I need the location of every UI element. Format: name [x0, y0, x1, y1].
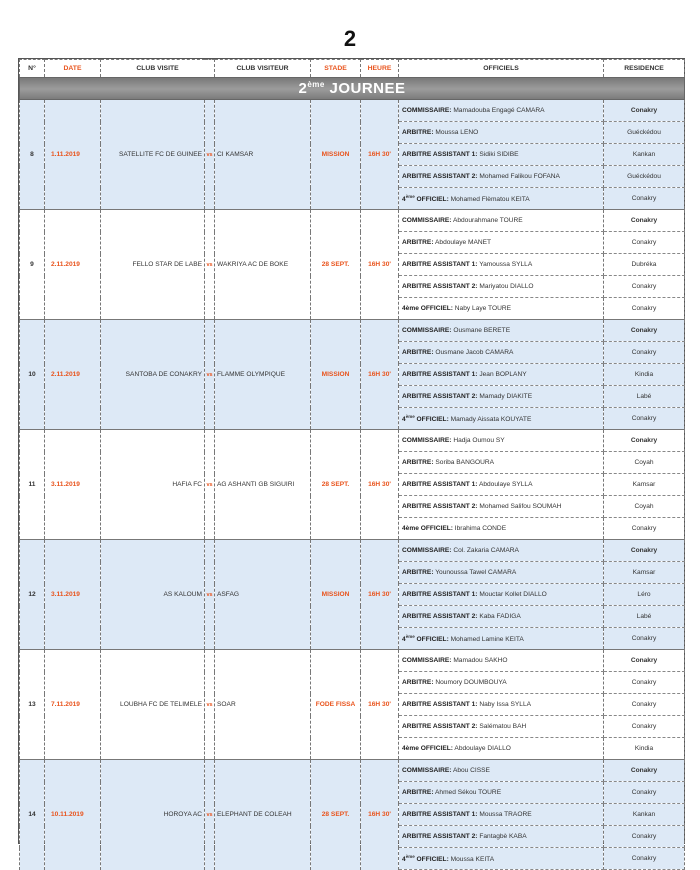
official-cell: [399, 276, 604, 298]
official-role: ARBITRE ASSISTANT 1:: [402, 811, 478, 818]
official-residence: Conakry: [604, 210, 685, 232]
official-cell: [399, 298, 604, 320]
home-club: HOROYA AC: [101, 760, 205, 870]
official-cell: [399, 738, 604, 760]
match-date: 2.11.2019: [45, 320, 101, 430]
official-role: ARBITRE ASSISTANT 2:: [402, 283, 478, 290]
official-residence: Kindia: [604, 738, 685, 760]
official-name: Kaba FADIGA: [479, 613, 521, 620]
official-row: [20, 540, 685, 562]
official-cell: [399, 100, 604, 122]
official-cell: [399, 320, 604, 342]
official-residence: Conakry: [604, 826, 685, 848]
official-cell: [399, 342, 604, 364]
official-residence: Conakry: [604, 298, 685, 320]
official-cell: [399, 716, 604, 738]
official-name: Mohamed Falikou FOFANA: [479, 173, 560, 180]
official-name: Salématou BAH: [479, 723, 527, 730]
official-name: Abdoulaye SYLLA: [478, 481, 533, 488]
official-role-number: 4: [402, 416, 406, 424]
away-club: SOAR: [215, 650, 311, 760]
official-cell: [399, 364, 604, 386]
official-role: ARBITRE ASSISTANT 1:: [402, 591, 478, 598]
match-date: 3.11.2019: [45, 430, 101, 540]
official-name: Moussa LENO: [435, 129, 479, 136]
official-role-suffix: ème: [405, 413, 415, 419]
official-role: OFFICIEL:: [416, 416, 449, 424]
match-date: 7.11.2019: [45, 650, 101, 760]
official-role: ARBITRE:: [402, 239, 434, 246]
match-number: 11: [20, 430, 45, 540]
journee-number: 2: [298, 80, 308, 97]
official-name: Ousmane BERETE: [453, 327, 511, 334]
official-cell: [399, 210, 604, 232]
official-role: ARBITRE ASSISTANT 1:: [402, 261, 478, 268]
official-name: Ousmane Jacob CAMARA: [435, 349, 514, 356]
official-role: ARBITRE:: [402, 789, 434, 796]
official-cell: [399, 474, 604, 496]
official-residence: Conakry: [604, 650, 685, 672]
stadium: MISSION: [311, 320, 361, 430]
official-role: 4ème OFFICIEL:: [402, 525, 453, 532]
kickoff-time: 16H 30': [361, 430, 399, 540]
official-name: Ibrahima CONDE: [454, 525, 507, 532]
match-number: 8: [20, 100, 45, 210]
kickoff-time: 16H 30': [361, 760, 399, 870]
away-club: ASFAG: [215, 540, 311, 650]
official-cell: [399, 518, 604, 540]
official-name: Ahmed Sékou TOURE: [435, 789, 502, 796]
official-cell: [399, 232, 604, 254]
official-cell: [399, 650, 604, 672]
official-role: COMMISSAIRE:: [402, 217, 452, 224]
official-role-number: 4: [402, 196, 406, 204]
official-role: ARBITRE ASSISTANT 2:: [402, 503, 478, 510]
header-residence: RESIDENCE: [604, 60, 685, 78]
official-name: Fantagbè KABA: [479, 833, 527, 840]
schedule-body: [20, 78, 685, 870]
home-club: FELLO STAR DE LABE: [101, 210, 205, 320]
official-name: Mariyatou DIALLO: [479, 283, 534, 290]
official-role: 4ème OFFICIEL:: [402, 745, 453, 752]
official-residence: Coyah: [604, 452, 685, 474]
header-officiels: OFFICIELS: [399, 60, 604, 78]
official-cell: [399, 628, 604, 650]
official-role: OFFICIEL:: [416, 856, 449, 864]
official-row: [20, 210, 685, 232]
match-number: 9: [20, 210, 45, 320]
official-cell: [399, 188, 604, 210]
official-name: Sidiki SIDIBE: [479, 151, 519, 158]
official-row: [20, 430, 685, 452]
official-residence: Conakry: [604, 430, 685, 452]
official-residence: Kamsar: [604, 474, 685, 496]
stadium: 28 SEPT.: [311, 210, 361, 320]
official-name: Mamady DIAKITE: [479, 393, 533, 400]
header-num: N°: [20, 60, 45, 78]
schedule-table: [19, 59, 685, 870]
official-residence: Conakry: [604, 672, 685, 694]
official-name: Mamadou SAKHO: [453, 657, 508, 664]
official-residence: Labé: [604, 606, 685, 628]
home-club: SATELLITE FC DE GUINEE: [101, 100, 205, 210]
official-role: ARBITRE ASSISTANT 1:: [402, 701, 478, 708]
official-name: Mamady Aissata KOUYATE: [450, 416, 532, 424]
official-cell: [399, 606, 604, 628]
official-residence: Conakry: [604, 188, 685, 210]
official-name: Abdoulaye MANET: [435, 239, 492, 246]
official-residence: Conakry: [604, 760, 685, 782]
official-role: ARBITRE:: [402, 569, 434, 576]
official-residence: Conakry: [604, 716, 685, 738]
official-name: Naby Laye TOURE: [454, 305, 511, 312]
match-date: 2.11.2019: [45, 210, 101, 320]
stadium: FODE FISSA: [311, 650, 361, 760]
official-name: Moussa KEITA: [450, 856, 495, 864]
official-role: ARBITRE:: [402, 129, 434, 136]
official-cell: [399, 122, 604, 144]
official-residence: Conakry: [604, 232, 685, 254]
away-club: AG ASHANTI GB SIGUIRI: [215, 430, 311, 540]
official-residence: Conakry: [604, 100, 685, 122]
official-cell: [399, 782, 604, 804]
stadium: 28 SEPT.: [311, 430, 361, 540]
official-name: Jean BOPLANY: [479, 371, 527, 378]
kickoff-time: 16H 30': [361, 320, 399, 430]
official-residence: Guéckédou: [604, 122, 685, 144]
official-residence: Conakry: [604, 848, 685, 870]
official-residence: Conakry: [604, 342, 685, 364]
official-name: Soriba BANGOURA: [435, 459, 495, 466]
official-residence: Kindia: [604, 364, 685, 386]
official-name: Abdourahmane TOURE: [452, 217, 523, 224]
official-name: Naby Issa SYLLA: [479, 701, 532, 708]
match-number: 13: [20, 650, 45, 760]
official-cell: [399, 144, 604, 166]
official-row: [20, 100, 685, 122]
official-role: COMMISSAIRE:: [402, 767, 452, 774]
official-role: ARBITRE:: [402, 679, 434, 686]
official-role: 4ème OFFICIEL:: [402, 305, 453, 312]
vs-label: vs: [205, 540, 215, 650]
official-cell: [399, 848, 604, 870]
journee-label: JOURNEE: [329, 80, 406, 97]
official-name: Mohamed Lamine KEITA: [450, 636, 524, 644]
official-name: Mohamed Salifou SOUMAH: [479, 503, 562, 510]
official-residence: Conakry: [604, 408, 685, 430]
kickoff-time: 16H 30': [361, 210, 399, 320]
official-name: Hadja Oumou SY: [453, 437, 505, 444]
match-number: 10: [20, 320, 45, 430]
header-club-visite: CLUB VISITE: [101, 60, 215, 78]
page-number: 2: [343, 26, 357, 51]
official-cell: [399, 804, 604, 826]
official-role: ARBITRE ASSISTANT 1:: [402, 151, 478, 158]
official-role-suffix: ème: [405, 853, 415, 859]
official-residence: Conakry: [604, 276, 685, 298]
official-name: Mohamed Flèmatou KEITA: [450, 196, 530, 204]
official-residence: Dubréka: [604, 254, 685, 276]
official-residence: Conakry: [604, 518, 685, 540]
header-date: DATE: [45, 60, 101, 78]
stadium: MISSION: [311, 540, 361, 650]
official-row: [20, 320, 685, 342]
kickoff-time: 16H 30': [361, 100, 399, 210]
match-number: 12: [20, 540, 45, 650]
vs-label: vs: [205, 320, 215, 430]
official-role: ARBITRE ASSISTANT 2:: [402, 723, 478, 730]
official-role: COMMISSAIRE:: [402, 327, 452, 334]
official-name: Col. Zakaria CAMARA: [453, 547, 519, 554]
header-stade: STADE: [311, 60, 361, 78]
official-residence: Coyah: [604, 496, 685, 518]
official-role: COMMISSAIRE:: [402, 657, 452, 664]
official-role: ARBITRE ASSISTANT 2:: [402, 393, 478, 400]
home-club: LOUBHA FC DE TELIMELE: [101, 650, 205, 760]
kickoff-time: 16H 30': [361, 540, 399, 650]
official-role-number: 4: [402, 636, 406, 644]
official-cell: [399, 584, 604, 606]
official-residence: Guéckédou: [604, 166, 685, 188]
official-cell: [399, 826, 604, 848]
match-date: 1.11.2019: [45, 100, 101, 210]
official-row: [20, 760, 685, 782]
official-role: ARBITRE:: [402, 459, 434, 466]
official-cell: [399, 496, 604, 518]
official-cell: [399, 408, 604, 430]
official-role: ARBITRE:: [402, 349, 434, 356]
official-role: ARBITRE ASSISTANT 2:: [402, 173, 478, 180]
official-name: Abdoulaye DIALLO: [454, 745, 511, 752]
away-club: ELEPHANT DE COLEAH: [215, 760, 311, 870]
official-cell: [399, 452, 604, 474]
official-role-suffix: ème: [405, 193, 415, 199]
vs-label: vs: [205, 430, 215, 540]
official-cell: [399, 672, 604, 694]
official-name: Moussa TRAORE: [479, 811, 532, 818]
away-club: WAKRIYA AC DE BOKE: [215, 210, 311, 320]
kickoff-time: 16H 30': [361, 650, 399, 760]
header-heure: HEURE: [361, 60, 399, 78]
official-residence: Kamsar: [604, 562, 685, 584]
home-club: SANTOBA DE CONAKRY: [101, 320, 205, 430]
official-role: ARBITRE ASSISTANT 1:: [402, 371, 478, 378]
header-row: [20, 60, 685, 78]
official-cell: [399, 386, 604, 408]
official-cell: [399, 430, 604, 452]
schedule-frame: [18, 58, 685, 864]
match-date: 10.11.2019: [45, 760, 101, 870]
official-name: Yamoussa SYLLA: [479, 261, 533, 268]
official-residence: Conakry: [604, 694, 685, 716]
official-residence: Labé: [604, 386, 685, 408]
home-club: AS KALOUM: [101, 540, 205, 650]
official-role: ARBITRE ASSISTANT 1:: [402, 481, 478, 488]
journee-banner: [20, 78, 685, 100]
official-cell: [399, 694, 604, 716]
official-name: Younoussa Tawel CAMARA: [435, 569, 517, 576]
official-cell: [399, 254, 604, 276]
vs-label: vs: [205, 760, 215, 870]
header-club-visiteur: CLUB VISITEUR: [215, 60, 311, 78]
vs-label: vs: [205, 100, 215, 210]
official-role: OFFICIEL:: [416, 196, 449, 204]
official-name: Mamadouba Engagé CAMARA: [453, 107, 545, 114]
official-role-suffix: ème: [405, 633, 415, 639]
official-role-number: 4: [402, 856, 406, 864]
official-role: COMMISSAIRE:: [402, 107, 452, 114]
official-cell: [399, 760, 604, 782]
official-role: ARBITRE ASSISTANT 2:: [402, 613, 478, 620]
official-residence: Léro: [604, 584, 685, 606]
journee-suffix: ème: [307, 80, 325, 89]
official-role: COMMISSAIRE:: [402, 437, 452, 444]
official-role: OFFICIEL:: [416, 636, 449, 644]
match-number: 14: [20, 760, 45, 870]
official-residence: Conakry: [604, 320, 685, 342]
official-residence: Conakry: [604, 782, 685, 804]
stadium: 28 SEPT.: [311, 760, 361, 870]
official-cell: [399, 562, 604, 584]
official-name: Noumory DOUMBOUYA: [435, 679, 507, 686]
stadium: MISSION: [311, 100, 361, 210]
vs-label: vs: [205, 210, 215, 320]
away-club: FLAMME OLYMPIQUE: [215, 320, 311, 430]
home-club: HAFIA FC: [101, 430, 205, 540]
away-club: CI KAMSAR: [215, 100, 311, 210]
official-residence: Conakry: [604, 628, 685, 650]
official-cell: [399, 166, 604, 188]
official-name: Abou CISSE: [452, 767, 490, 774]
official-cell: [399, 540, 604, 562]
vs-label: vs: [205, 650, 215, 760]
official-residence: Kankan: [604, 804, 685, 826]
official-name: Mouctar Kollet DIALLO: [479, 591, 547, 598]
official-residence: Kankan: [604, 144, 685, 166]
official-row: [20, 650, 685, 672]
official-role: ARBITRE ASSISTANT 2:: [402, 833, 478, 840]
official-role: COMMISSAIRE:: [402, 547, 452, 554]
match-date: 3.11.2019: [45, 540, 101, 650]
official-residence: Conakry: [604, 540, 685, 562]
